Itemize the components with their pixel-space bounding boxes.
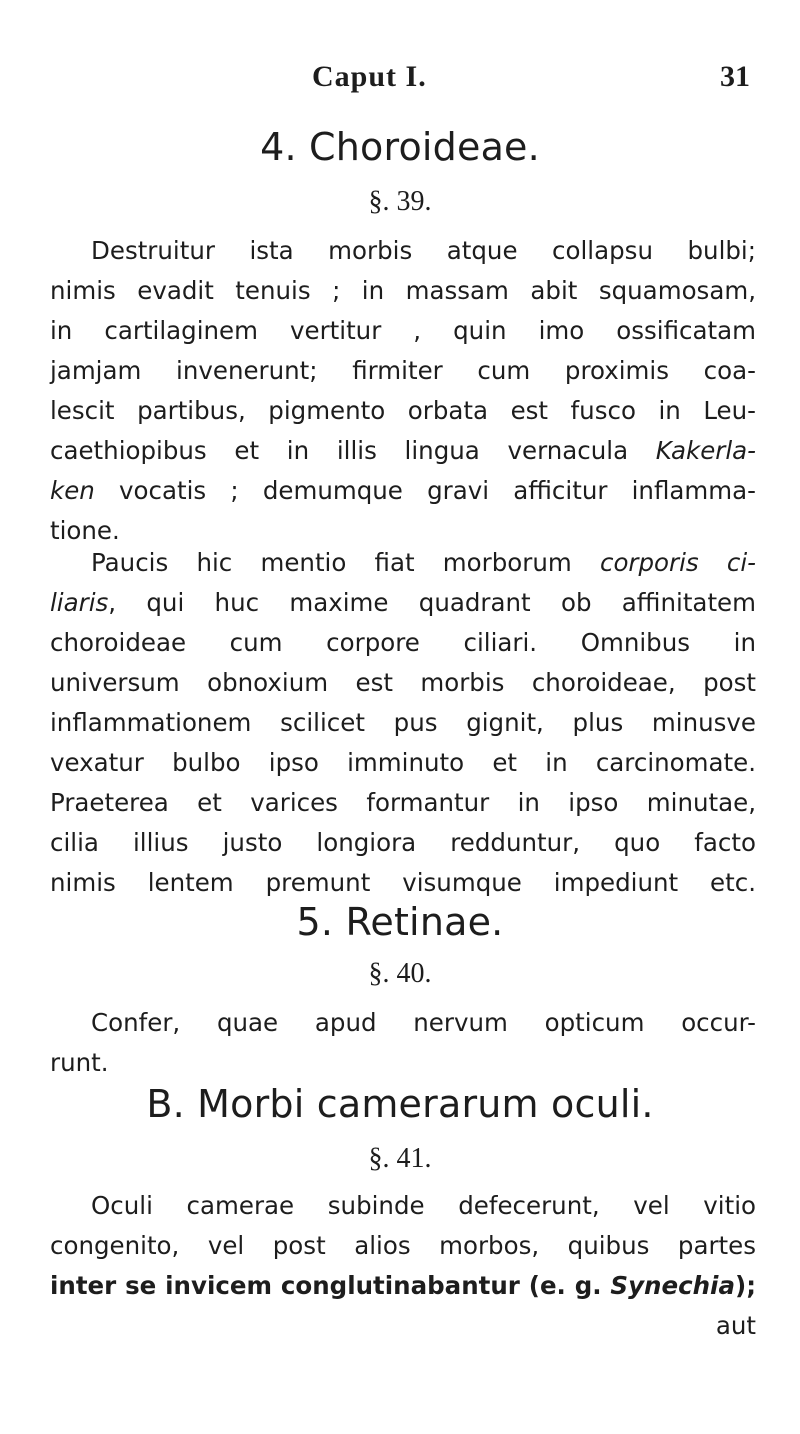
- text-run: , qui huc maxime quadrant ob affinitatem: [108, 588, 756, 617]
- heading-morbi-camerarum: B. Morbi camerarum oculi.: [146, 1082, 654, 1126]
- text-run: Paucis hic mentio fiat morborum: [91, 548, 600, 577]
- page-number: 31: [720, 60, 750, 93]
- text-line: inflammationem scilicet pus gignit, plus minusve: [50, 708, 756, 737]
- heading-retinae: 5. Retinae.: [296, 900, 504, 944]
- text-line: choroideae cum corpore ciliari. Omnibus in: [50, 628, 756, 657]
- text-line: jamjam invenerunt; firmiter cum proximis coa-: [50, 356, 756, 385]
- text-run: inter se invicem conglutinabantur (e. g.: [50, 1271, 611, 1300]
- text-line: Destruitur ista morbis atque collapsu bulbi;: [91, 236, 756, 265]
- catchword: aut: [715, 1311, 756, 1340]
- text-line: [50, 1266, 756, 1306]
- chapter-title: Caput I.: [312, 60, 427, 93]
- italic-term: liaris: [50, 588, 109, 617]
- text-line: Confer, quae apud nervum opticum occur-: [91, 1008, 756, 1037]
- paragraph-40: [50, 1003, 756, 1083]
- text-run: );: [735, 1271, 756, 1300]
- italic-term: Kakerla-: [655, 436, 756, 465]
- text-run: caethiopibus et in illis lingua vernacula: [50, 436, 656, 465]
- text-line: congenito, vel post alios morbos, quibus partes: [50, 1231, 756, 1260]
- text-line: [50, 543, 756, 583]
- text-line: lescit partibus, pigmento orbata est fusco in Leu-: [50, 396, 756, 425]
- text-run: vocatis ; demumque gravi afficitur inflamma-: [94, 476, 756, 505]
- italic-term: ken: [50, 476, 95, 505]
- running-head: [0, 60, 800, 100]
- section-41: §. 41.: [368, 1143, 432, 1174]
- paragraph-39: [50, 231, 756, 551]
- text-line: runt.: [50, 1048, 109, 1077]
- text-line: nimis lentem premunt visumque impediunt etc.: [50, 868, 756, 897]
- heading-choroideae: 4. Choroideae.: [260, 125, 540, 169]
- text-line: [50, 583, 756, 623]
- text-line: Praeterea et varices formantur in ipso minutae,: [50, 788, 756, 817]
- paragraph-39-continued: [50, 543, 756, 903]
- text-line: [50, 431, 756, 471]
- text-line: nimis evadit tenuis ; in massam abit squamosam,: [50, 276, 756, 305]
- text-line: universum obnoxium est morbis choroideae, post: [50, 668, 756, 697]
- section-39: §. 39.: [368, 186, 432, 217]
- text-line: cilia illius justo longiora redduntur, quo facto: [50, 828, 756, 857]
- text-line: in cartilaginem vertitur , quin imo ossificatam: [50, 316, 756, 345]
- text-line: tione.: [50, 516, 120, 545]
- text-line: [50, 471, 756, 511]
- text-line: Oculi camerae subinde defecerunt, vel vitio: [91, 1191, 756, 1220]
- section-40: §. 40.: [368, 958, 432, 989]
- text-line: vexatur bulbo ipso imminuto et in carcinomate.: [50, 748, 756, 777]
- paragraph-41: [50, 1186, 756, 1346]
- italic-term: Synechia: [610, 1271, 735, 1300]
- italic-term: corporis ci-: [599, 548, 757, 577]
